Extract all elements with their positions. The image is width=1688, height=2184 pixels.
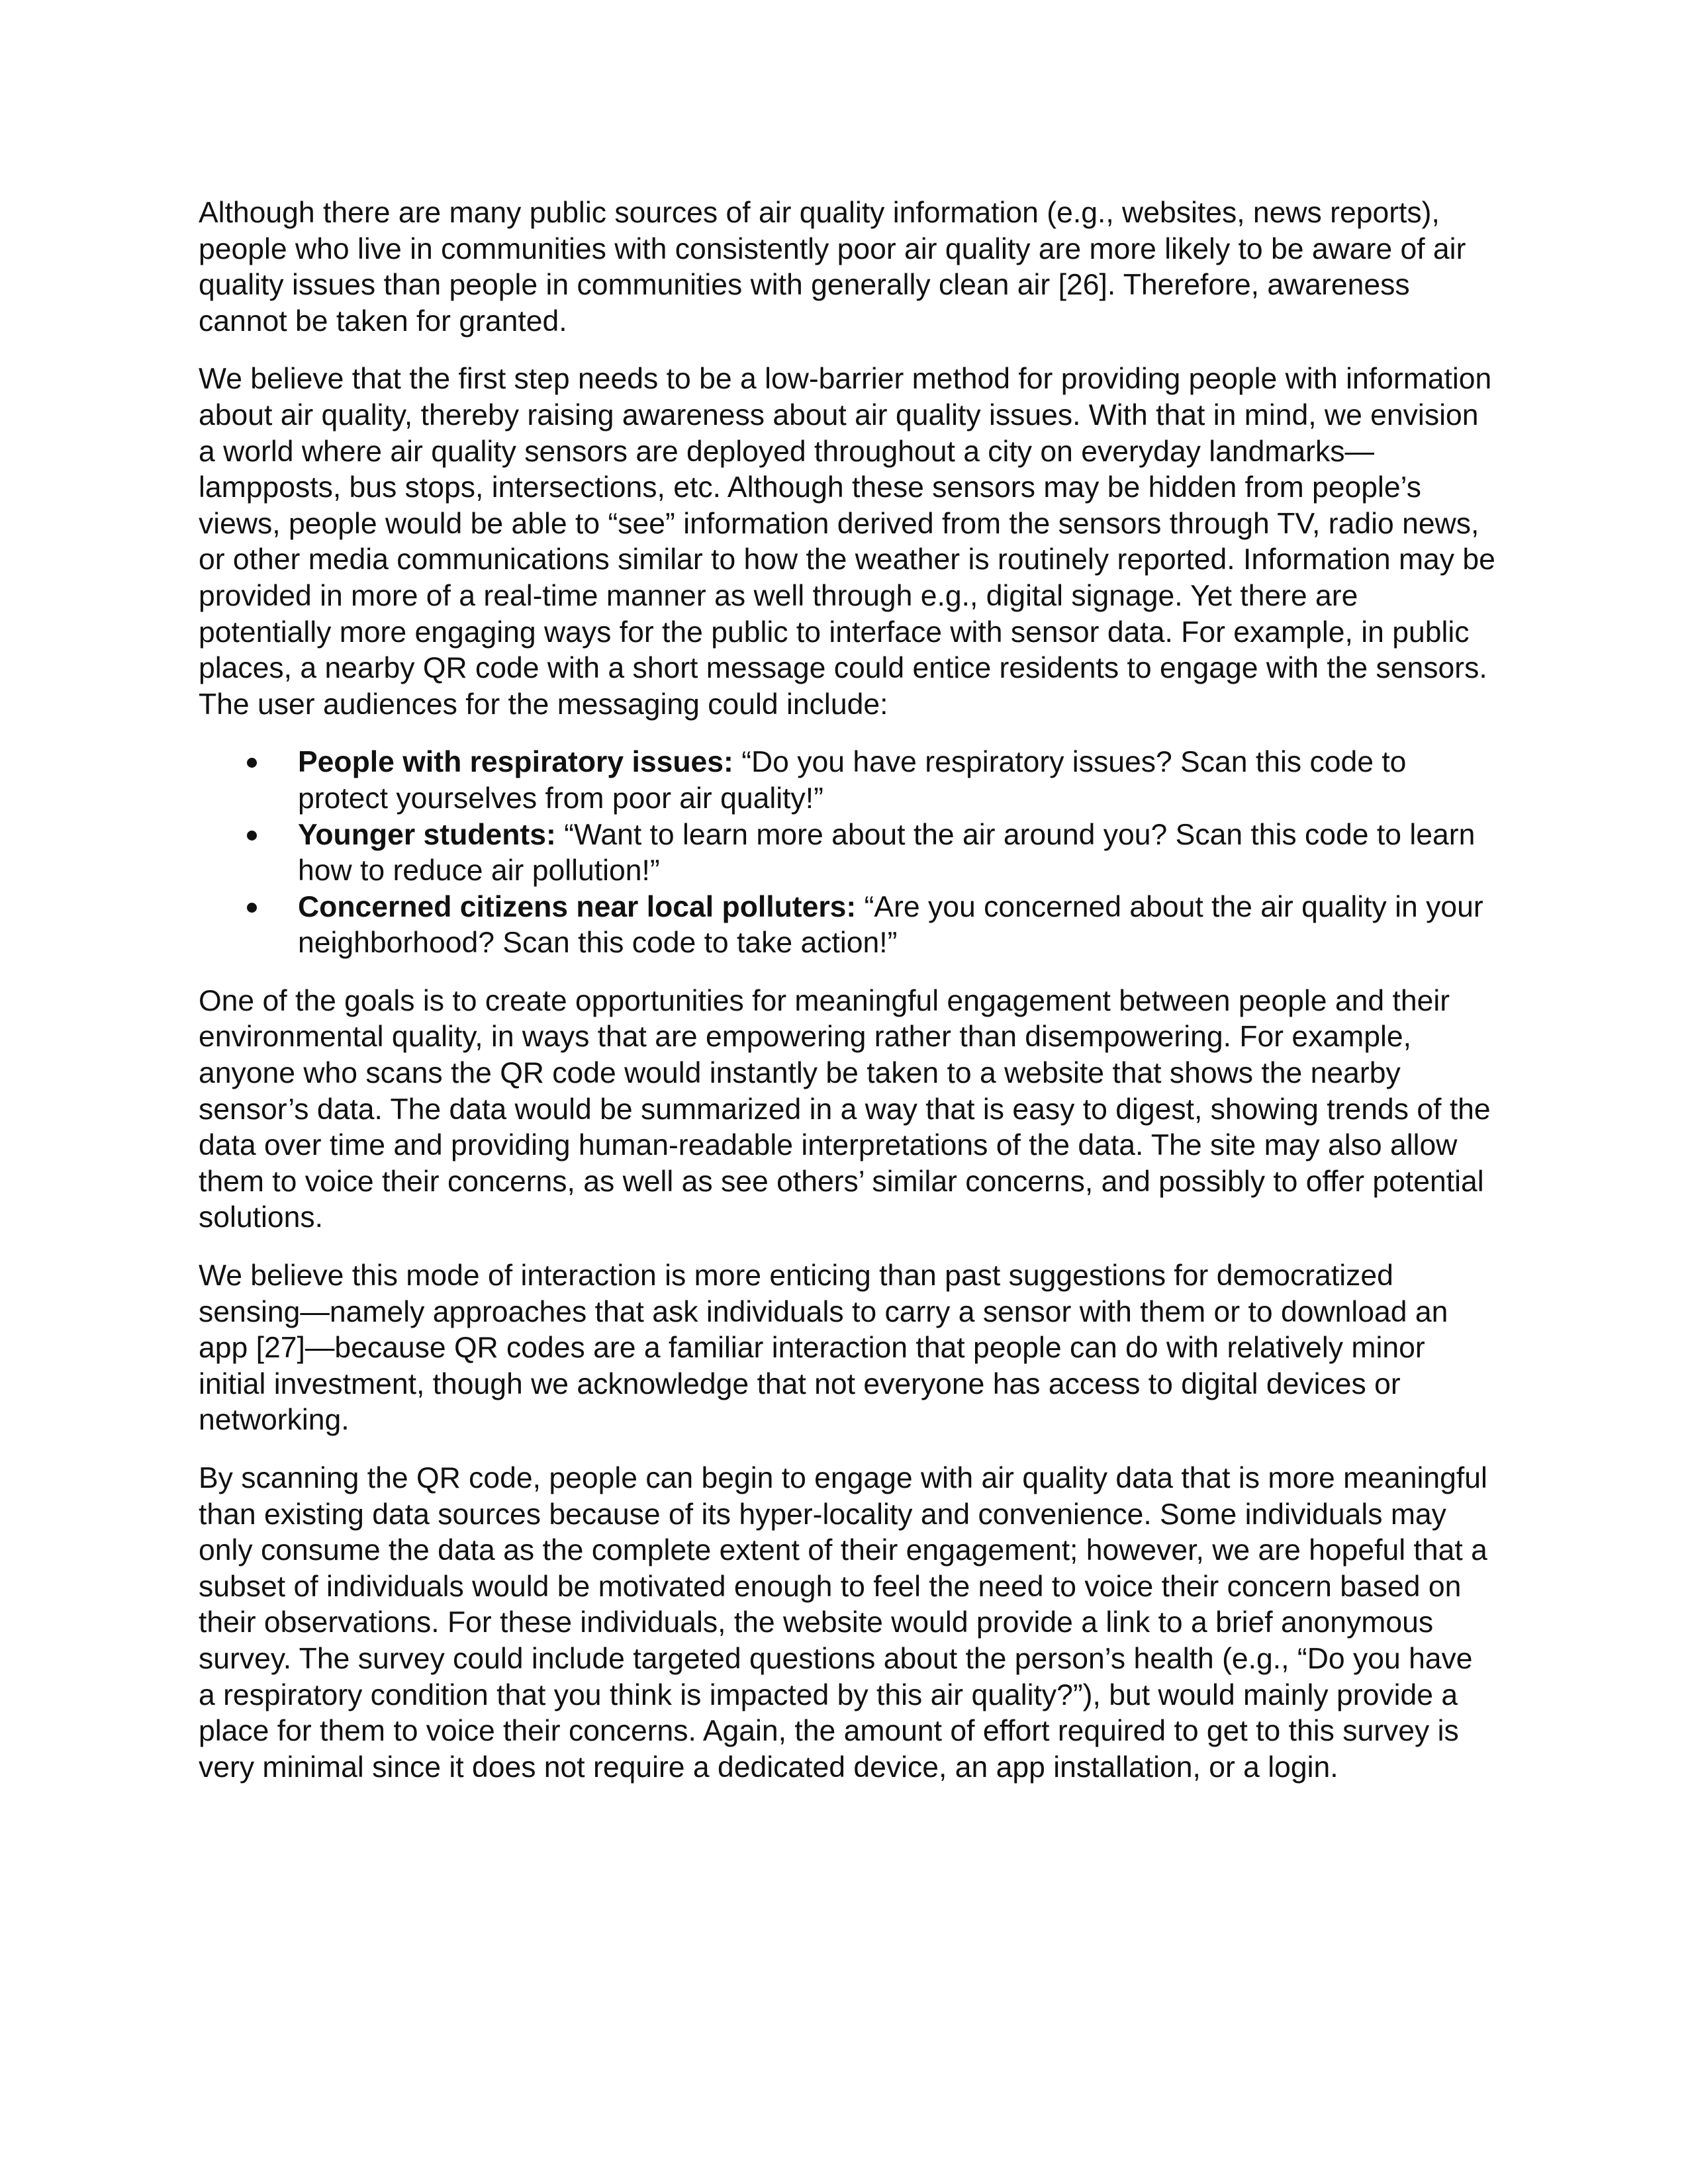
paragraph-interaction-mode: We believe this mode of interaction is more enticing than past suggestions for democratized sensing—namely approaches that ask individuals to carry a sensor with them or to download an app [27]—because QR codes are a familiar interaction that people can do with relatively minor initial investment, though we acknowledge that not everyone has access to digital devices or networking. xyxy=(199,1259,1448,1437)
bullet-text: “Do you have respiratory issues? Scan this code to protect yourselves from poor air quality!” xyxy=(298,746,1407,815)
list-item xyxy=(199,817,1496,889)
paragraph-qr-engagement: By scanning the QR code, people can begin to engage with air quality data that is more meaningful than existing data sources because of its hyper-locality and convenience. Some individuals may only consume the data as the complete extent of their engagement; however, we are hopeful that a subset of individuals would be motivated enough to feel the need to voice their concern based on their observations. For these individuals, the website would provide a link to a brief anonymous survey. The survey could include targeted questions about the person’s health (e.g., “Do you have a respiratory condition that you think is impacted by this air quality?”), but would mainly provide a place for them to voice their concerns. Again, the amount of effort required to get to this survey is very minimal since it does not require a dedicated device, an app installation, or a login. xyxy=(199,1462,1487,1784)
bullet-label: Younger students: xyxy=(298,818,556,851)
bullet-icon xyxy=(247,903,257,913)
bullet-text: “Are you concerned about the air quality in your neighborhood? Scan this code to take action!” xyxy=(298,890,1483,960)
list-item xyxy=(199,745,1496,817)
paragraph-goals: One of the goals is to create opportunities for meaningful engagement between people and their environmental quality, in ways that are empowering rather than disempowering. For example, anyone who scans the QR code would instantly be taken to a website that shows the nearby sensor’s data. The data would be summarized in a way that is easy to digest, showing trends of the data over time and providing human-readable interpretations of the data. The site may also allow them to voice their concerns, as well as see others’ similar concerns, and possibly to offer potential solutions. xyxy=(199,984,1491,1234)
bullet-icon xyxy=(247,758,257,768)
bullet-label: People with respiratory issues: xyxy=(298,746,733,779)
document-body xyxy=(199,195,1496,1807)
bullet-icon xyxy=(247,831,257,841)
paragraph-first-step: We believe that the first step needs to be a low-barrier method for providing people with information about air quality, thereby raising awareness about air quality issues. With that in mind, we envision a world where air quality sensors are deployed throughout a city on everyday landmarks—lampposts, bus stops, intersections, etc. Although these sensors may be hidden from people’s views, people would be able to “see” information derived from the sensors through TV, radio news, or other media communications similar to how the weather is routinely reported. Information may be provided in more of a real-time manner as well through e.g., digital signage. Yet there are potentially more engaging ways for the public to interface with sensor data. For example, in public places, a nearby QR code with a short message could entice residents to engage with the sensors. The user audiences for the messaging could include: xyxy=(199,363,1495,721)
list-item xyxy=(199,889,1496,962)
bullet-label: Concerned citizens near local polluters: xyxy=(298,890,857,923)
bullet-text: “Want to learn more about the air around you? Scan this code to learn how to reduce air pollution!” xyxy=(298,818,1476,887)
audience-list xyxy=(199,745,1496,962)
paragraph-awareness: Although there are many public sources of air quality information (e.g., websites, news reports), people who live in communities with consistently poor air quality are more likely to be aware of air quality issues than people in communities with generally clean air [26]. Therefore, awareness cannot be taken for granted. xyxy=(199,197,1466,338)
